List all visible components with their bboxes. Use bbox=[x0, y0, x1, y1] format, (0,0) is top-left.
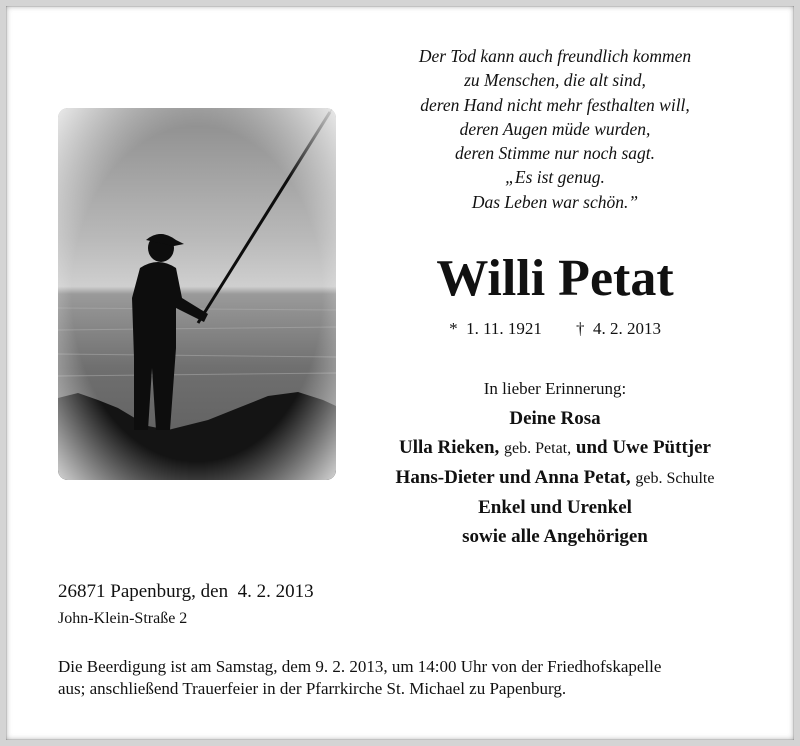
funeral-line: aus; anschließend Trauerfeier in der Pfarrkirche St. Michael zu Papenburg. bbox=[58, 679, 567, 698]
mourner-name: Ulla Rieken, bbox=[399, 437, 500, 458]
poem-line: zu Menschen, die alt sind, bbox=[464, 70, 646, 91]
poem-line: deren Stimme nur noch sagt. bbox=[454, 143, 656, 164]
mourner-line: Deine Rosa bbox=[509, 408, 601, 429]
life-dates bbox=[380, 318, 730, 340]
street-address: John-Klein-Straße 2 bbox=[58, 610, 188, 627]
maiden-name: geb. Schulte bbox=[635, 470, 715, 487]
place-and-date: 26871 Papenburg, den 4. 2. 2013 bbox=[58, 581, 314, 602]
mourner-name: Hans-Dieter und Anna Petat, bbox=[395, 467, 631, 488]
funeral-line: Die Beerdigung ist am Samstag, dem 9. 2. 2013, um 14:00 Uhr von der Friedhofskapelle bbox=[58, 657, 662, 676]
mourner-line bbox=[330, 433, 780, 463]
maiden-name: geb. Petat, bbox=[504, 440, 572, 457]
poem bbox=[380, 44, 730, 214]
deceased-name: Willi Petat bbox=[436, 250, 674, 307]
death-date: † 4. 2. 2013 bbox=[575, 319, 661, 338]
poem-line: Der Tod kann auch freundlich kommen bbox=[418, 46, 692, 66]
mourners-block bbox=[330, 378, 780, 551]
poem-line: „Es ist genug. bbox=[505, 167, 605, 188]
memorial-photo bbox=[58, 108, 336, 480]
mourner-line: Enkel und Urenkel bbox=[478, 497, 632, 518]
birth-date: * 1. 11. 1921 bbox=[449, 319, 542, 338]
angler-silhouette-icon bbox=[58, 108, 336, 480]
mourner-name: und Uwe Püttjer bbox=[575, 437, 711, 458]
funeral-notice bbox=[58, 656, 758, 700]
mourner-line: sowie alle Angehörigen bbox=[462, 526, 648, 547]
mourners-intro: In lieber Erinnerung: bbox=[483, 379, 627, 398]
poem-line: deren Hand nicht mehr festhalten will, bbox=[420, 94, 690, 115]
poem-line: Das Leben war schön.” bbox=[471, 191, 639, 212]
mourner-line bbox=[330, 463, 780, 493]
poem-line: deren Augen müde wurden, bbox=[459, 118, 651, 139]
